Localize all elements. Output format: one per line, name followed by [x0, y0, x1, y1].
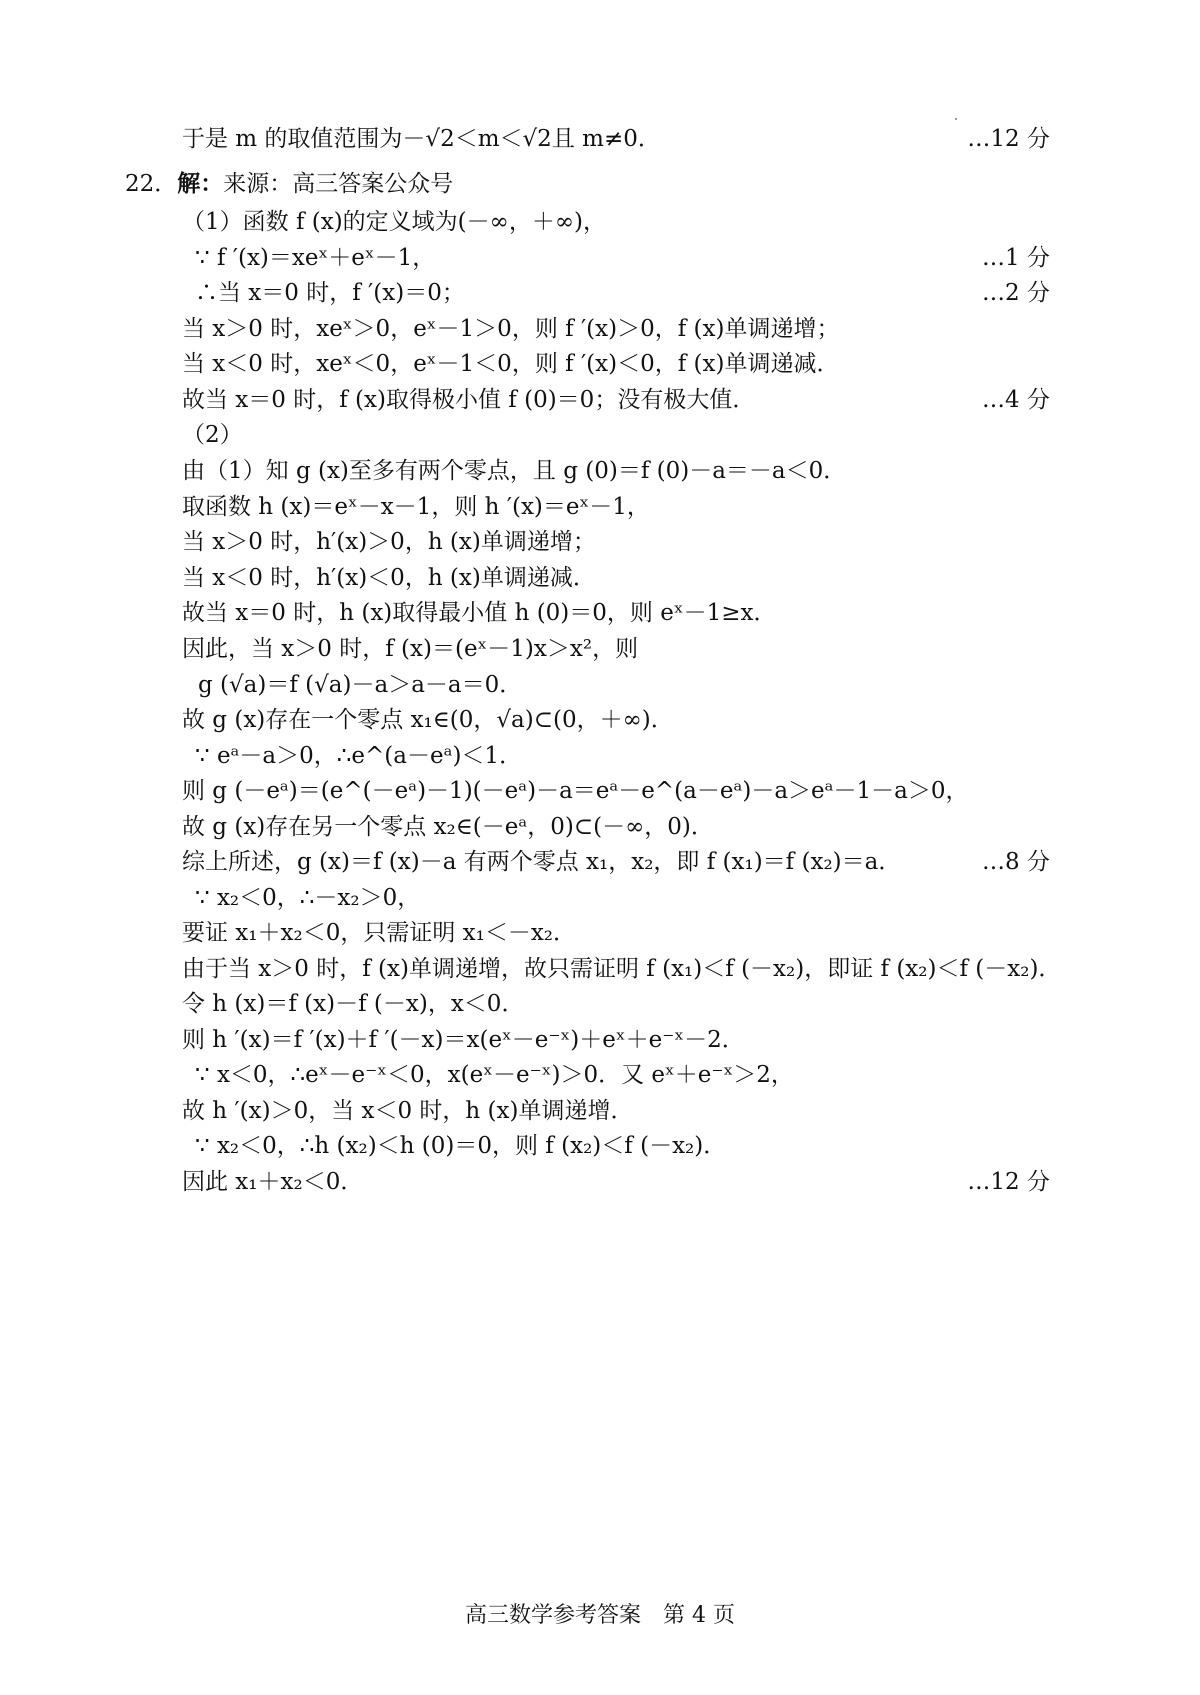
text-line: ∵ eᵃ－a＞0，∴e^(a－eᵃ)＜1． [195, 743, 523, 769]
source-text: 来源：高三答案公众号 [223, 171, 454, 197]
problem-number: 22． [125, 171, 178, 197]
text-line: 故当 x＝0 时，f (x)取得极小值 f (0)＝0；没有极大值． [182, 387, 756, 413]
text-line: 故 g (x)存在另一个零点 x₂∈(－eᵃ，0)⊂(－∞，0)． [182, 814, 714, 840]
text-line: 于是 m 的取值范围为－√2＜m＜√2且 m≠0． [182, 126, 661, 152]
text-line: 故 h ′(x)＞0，当 x＜0 时，h (x)单调递增． [182, 1098, 634, 1124]
text-line: 取函数 h (x)＝eˣ－x－1，则 h ′(x)＝eˣ－1， [182, 494, 650, 520]
text-line: 当 x＜0 时，xeˣ＜0，eˣ－1＜0，则 f ′(x)＜0，f (x)单调递减． [182, 351, 840, 377]
part-label: （2） [182, 422, 243, 448]
text-line: 由于当 x＞0 时，f (x)单调递增，故只需证明 f (x₁)＜f (－x₂)，即证 f (x₂)＜f (－x₂)． [182, 956, 1062, 982]
page-footer: 高三数学参考答案 第 4 页 [465, 1603, 735, 1628]
text-line: 故当 x＝0 时，h (x)取得最小值 h (0)＝0，则 eˣ－1≥x． [182, 600, 777, 626]
text-line: 当 x＞0 时，h′(x)＞0，h (x)单调递增； [182, 529, 596, 555]
text-line: 由（1）知 g (x)至多有两个零点，且 g (0)＝f (0)－a＝－a＜0． [182, 458, 847, 484]
text-line: 因此，当 x＞0 时，f (x)＝(eˣ－1)x＞x²，则 [182, 636, 639, 662]
score-mark: …12 分 [967, 1169, 1050, 1195]
score-mark: …2 分 [982, 280, 1050, 306]
text-line: 综上所述，g (x)＝f (x)－a 有两个零点 x₁，x₂，即 f (x₁)＝f (x₂)＝a． [182, 849, 902, 875]
score-mark: …4 分 [982, 387, 1050, 413]
text-line: ∴当 x＝0 时，f ′(x)＝0； [195, 280, 465, 306]
text-line: 当 x＜0 时，h′(x)＜0，h (x)单调递减． [182, 565, 596, 591]
text-line: （1）函数 f (x)的定义域为(－∞，＋∞)， [182, 209, 606, 235]
text-line: 故 g (x)存在一个零点 x₁∈(0，√a)⊂(0，＋∞)． [182, 707, 674, 733]
text-line: 令 h (x)＝f (x)－f (－x)，x＜0． [182, 991, 525, 1017]
scan-dot [955, 118, 957, 120]
text-line: ∵ x₂＜0，∴h (x₂)＜h (0)＝0，则 f (x₂)＜f (－x₂)． [195, 1133, 727, 1159]
score-mark: …12 分 [967, 126, 1050, 152]
text-line: ∵ x₂＜0，∴－x₂＞0， [195, 885, 421, 911]
text-line: 则 h ′(x)＝f ′(x)＋f ′(－x)＝x(eˣ－e⁻ˣ)＋eˣ＋e⁻ˣ－2． [182, 1027, 745, 1053]
text-line: 当 x＞0 时，xeˣ＞0，eˣ－1＞0，则 f ′(x)＞0，f (x)单调递增； [182, 316, 840, 342]
text-line: 要证 x₁＋x₂＜0，只需证明 x₁＜－x₂． [182, 920, 577, 946]
text-line: 因此 x₁＋x₂＜0． [182, 1169, 364, 1195]
text-line: ∵ f ′(x)＝xeˣ＋eˣ－1， [195, 245, 436, 271]
problem-header [125, 169, 453, 199]
score-mark: …1 分 [982, 245, 1050, 271]
text-line: ∵ x＜0，∴eˣ－e⁻ˣ＜0，x(eˣ－e⁻ˣ)＞0．又 eˣ＋e⁻ˣ＞2， [195, 1062, 794, 1088]
solution-label: 解： [177, 170, 224, 197]
text-line: 则 g (－eᵃ)＝(e^(－eᵃ)－1)(－eᵃ)－a＝eᵃ－e^(a－eᵃ)－a＞eᵃ－1－a＞0， [182, 778, 969, 804]
text-line: g (√a)＝f (√a)－a＞a－a＝0． [198, 672, 523, 698]
score-mark: …8 分 [982, 849, 1050, 875]
